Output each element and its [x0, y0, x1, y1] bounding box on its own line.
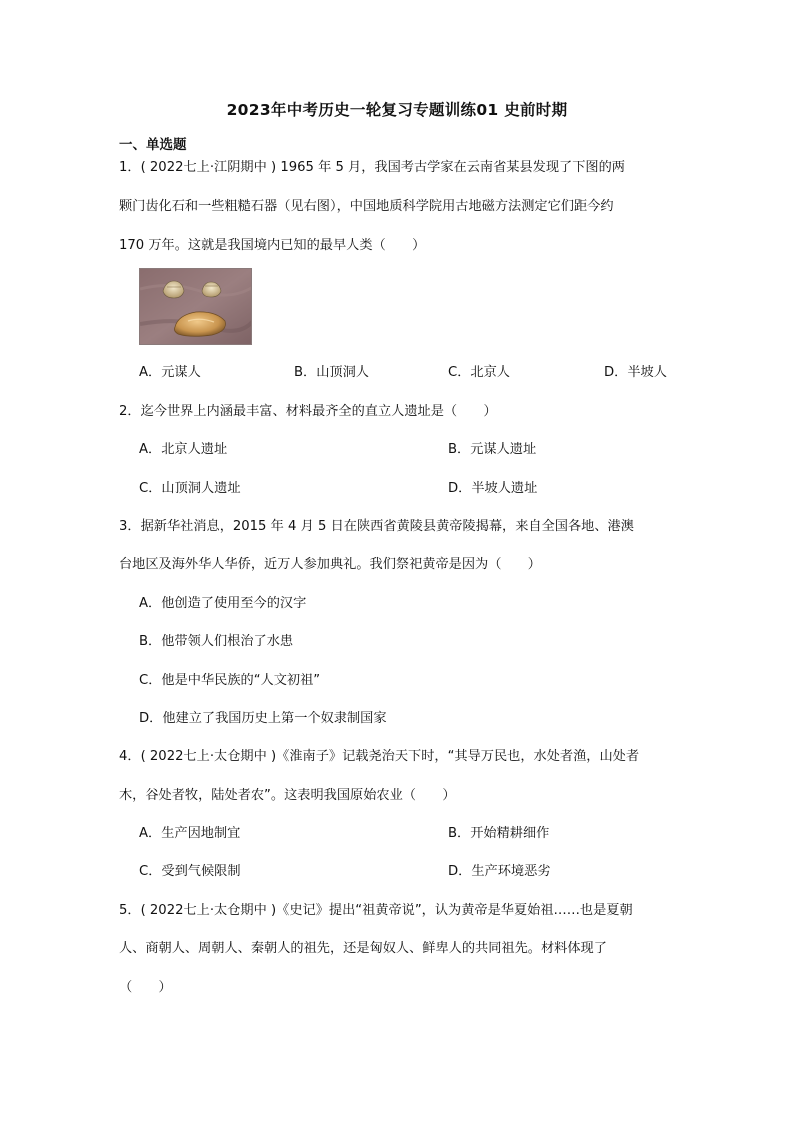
q3-line-1: 3．据新华社消息，2015 年 4 月 5 日在陕西省黄陵县黄帝陵揭幕，来自全国各地、港澳 [119, 519, 634, 534]
q1-line-1: 1．( 2022七上·江阴期中 ) 1965 年 5 月，我国考古学家在云南省某县发现了下图的两 [119, 160, 625, 175]
page-title: 2023年中考历史一轮复习专题训练01 史前时期 [226, 101, 568, 119]
q4-line-1: 4．( 2022七上·太仓期中 )《淮南子》记载尧治天下时，“其导万民也，水处者渔，山处者 [119, 749, 640, 764]
q4-line-2: 木，谷处者牧，陆处者农”。这表明我国原始农业（ ） [119, 788, 456, 803]
q2-option-b: B．元谋人遗址 [448, 442, 537, 457]
q1-option-a: A．元谋人 [139, 365, 201, 380]
q1-line-2: 颗门齿化石和一些粗糙石器（见右图），中国地质科学院用古地磁方法测定它们距今约 [119, 199, 614, 214]
section-heading: 一、单选题 [119, 137, 187, 153]
q4-option-a: A．生产因地制宜 [139, 826, 241, 841]
q2-option-d: D．半坡人遗址 [448, 481, 538, 496]
fossil-photo [139, 268, 252, 345]
q3-option-c: C．他是中华民族的“人文初祖” [139, 673, 321, 688]
q4-option-c: C．受到气候限制 [139, 864, 241, 879]
q1-option-d: D．半坡人 [604, 365, 667, 380]
q2-line-1: 2．迄今世界上内涵最丰富、材料最齐全的直立人遗址是（ ） [119, 404, 497, 419]
q3-line-2: 台地区及海外华人华侨，近万人参加典礼。我们祭祀黄帝是因为（ ） [119, 557, 541, 572]
q2-option-a: A．北京人遗址 [139, 442, 228, 457]
q5-line-2: 人、商朝人、周朝人、秦朝人的祖先，还是匈奴人、鲜卑人的共同祖先。材料体现了 [119, 941, 607, 956]
q3-option-b: B．他带领人们根治了水患 [139, 634, 294, 649]
q3-option-a: A．他创造了使用至今的汉字 [139, 596, 307, 611]
fossil-image [140, 269, 252, 345]
q5-line-1: 5．( 2022七上·太仓期中 )《史记》提出“祖黄帝说”，认为黄帝是华夏始祖……也是夏朝 [119, 903, 633, 918]
q1-line-3: 170 万年。这就是我国境内已知的最早人类（ ） [119, 238, 426, 253]
q3-option-d: D．他建立了我国历史上第一个奴隶制国家 [139, 711, 387, 726]
q1-option-b: B．山顶洞人 [294, 365, 369, 380]
q4-option-b: B．开始精耕细作 [448, 826, 550, 841]
q1-option-c: C．北京人 [448, 365, 510, 380]
q4-option-d: D．生产环境恶劣 [448, 864, 551, 879]
q5-line-3: （ ） [119, 980, 172, 995]
q2-option-c: C．山顶洞人遗址 [139, 481, 241, 496]
